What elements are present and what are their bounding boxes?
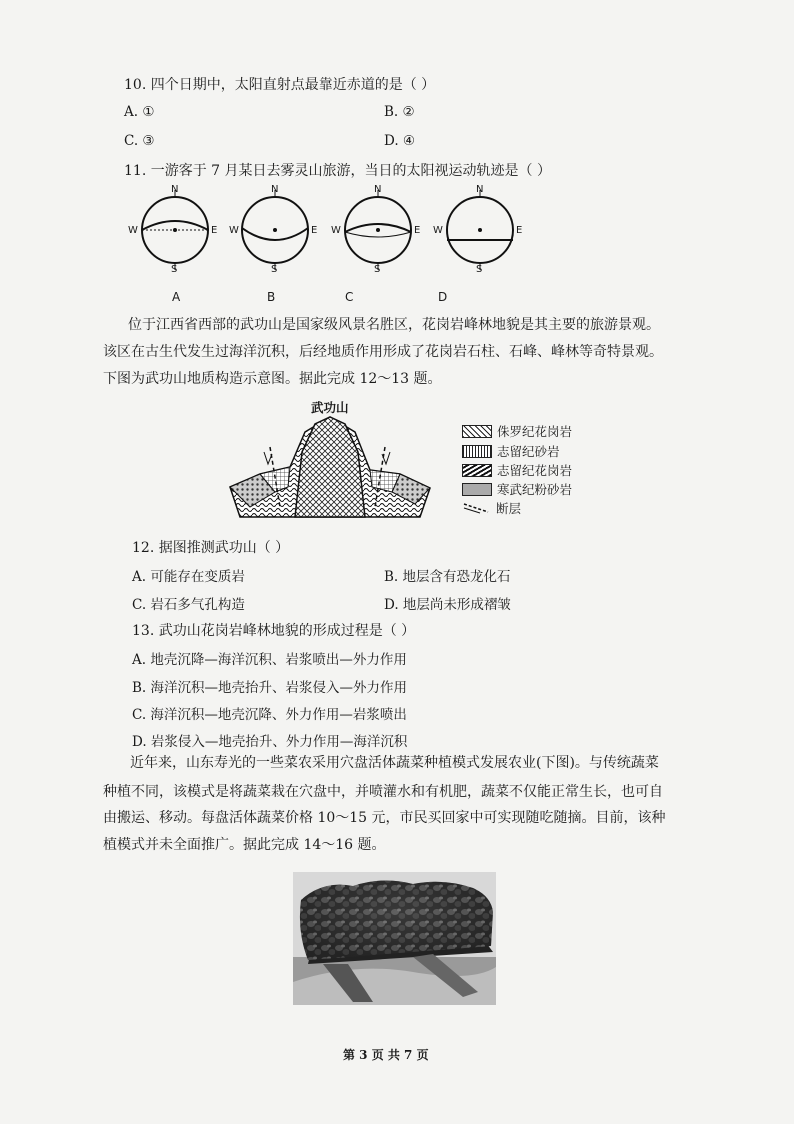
passage2-line3: 由搬运、移动。每盘活体蔬菜价格 10～15 元，市民买回家中可实现随吃随摘。目前，该种 xyxy=(103,810,666,826)
legend-fault: 断层 xyxy=(462,500,521,516)
globe-c-e: E xyxy=(414,225,421,236)
globe-d-n: N xyxy=(476,184,484,195)
q13-option-a[interactable]: A. 地壳沉降—海洋沉积、岩浆喷出—外力作用 xyxy=(132,652,407,668)
page-number: 第 3 页 共 7 页 xyxy=(343,1048,429,1062)
globe-c-s: S xyxy=(374,264,381,275)
globe-d-label: D xyxy=(438,290,448,304)
q13-option-b[interactable]: B. 海洋沉积—地壳抬升、岩浆侵入—外力作用 xyxy=(132,680,408,696)
q10-option-d[interactable]: D. ④ xyxy=(384,133,416,149)
globe-a-s: S xyxy=(171,264,178,275)
globe-c-w: W xyxy=(331,225,341,236)
q11-stem: 11. 一游客于 7 月某日去雾灵山旅游，当日的太阳视运动轨迹是（ ） xyxy=(124,163,551,179)
globe-c-label: C xyxy=(345,290,354,304)
legend-jurassic-granite: 侏罗纪花岗岩 xyxy=(462,423,572,439)
q13-stem: 13. 武功山花岗岩峰林地貌的形成过程是（ ） xyxy=(132,623,416,639)
q12-option-d[interactable]: D. 地层尚未形成褶皱 xyxy=(384,597,511,613)
q13-option-c[interactable]: C. 海洋沉积—地壳沉降、外力作用—岩浆喷出 xyxy=(132,707,407,723)
passage2-line2: 种植不同，该模式是将蔬菜栽在穴盘中，并喷灌水和有机肥，蔬菜不仅能正常生长，也可自 xyxy=(103,784,663,800)
passage2-line1: 近年来，山东寿光的一些菜农采用穴盘活体蔬菜种植模式发展农业(下图)。与传统蔬菜 xyxy=(130,755,659,771)
globe-a-n: N xyxy=(171,184,179,195)
globe-a-w: W xyxy=(128,225,138,236)
figure1-title: 武功山 xyxy=(311,400,349,415)
q10-stem: 10. 四个日期中，太阳直射点最靠近赤道的是（ ） xyxy=(124,77,436,93)
legend-swatch-icon xyxy=(462,483,492,496)
q10-option-b[interactable]: B. ② xyxy=(384,104,415,120)
fault-line-icon xyxy=(462,502,490,514)
q12-option-a[interactable]: A. 可能存在变质岩 xyxy=(132,569,245,585)
globe-a[interactable] xyxy=(142,190,208,270)
passage1-line3: 下图为武功山地质构造示意图。据此完成 12～13 题。 xyxy=(103,371,442,387)
globe-b-w: W xyxy=(229,225,239,236)
legend-silurian-granite: 志留纪花岗岩 xyxy=(462,462,572,478)
tray-vegetable-photo xyxy=(293,872,496,1005)
globe-d-w: W xyxy=(433,225,443,236)
globe-b-label: B xyxy=(267,290,276,304)
globe-c[interactable] xyxy=(345,190,411,270)
q13-option-d[interactable]: D. 岩浆侵入—地壳抬升、外力作用—海洋沉积 xyxy=(132,734,408,750)
globe-a-e: E xyxy=(211,225,218,236)
globe-b-e: E xyxy=(311,225,318,236)
q12-option-b[interactable]: B. 地层含有恐龙化石 xyxy=(384,569,511,585)
q10-option-a[interactable]: A. ① xyxy=(124,104,155,120)
passage1-line1: 位于江西省西部的武功山是国家级风景名胜区，花岗岩峰林地貌是其主要的旅游景观。 xyxy=(128,317,660,333)
globe-c-n: N xyxy=(374,184,382,195)
legend-silurian-sandstone: 志留纪砂岩 xyxy=(462,443,560,459)
globe-b-n: N xyxy=(271,184,279,195)
globe-b[interactable] xyxy=(242,190,308,270)
q12-stem: 12. 据图推测武功山（ ） xyxy=(132,540,290,556)
globe-a-label: A xyxy=(172,290,181,304)
q11-sun-path-figures xyxy=(120,182,540,302)
globe-d[interactable] xyxy=(447,190,513,270)
wugong-cross-section xyxy=(220,412,440,527)
globe-d-s: S xyxy=(476,264,483,275)
legend-swatch-icon xyxy=(462,445,492,458)
q12-option-c[interactable]: C. 岩石多气孔构造 xyxy=(132,597,245,613)
q10-option-c[interactable]: C. ③ xyxy=(124,133,155,149)
globe-d-e: E xyxy=(516,225,523,236)
globe-b-s: S xyxy=(271,264,278,275)
legend-swatch-icon xyxy=(462,464,492,477)
passage1-line2: 该区在古生代发生过海洋沉积，后经地质作用形成了花岗岩石柱、石峰、峰林等奇特景观。 xyxy=(103,344,663,360)
legend-cambrian-siltstone: 寒武纪粉砂岩 xyxy=(462,481,572,497)
passage2-line4: 植模式并未全面推广。据此完成 14～16 题。 xyxy=(103,837,386,853)
legend-swatch-icon xyxy=(462,425,492,438)
